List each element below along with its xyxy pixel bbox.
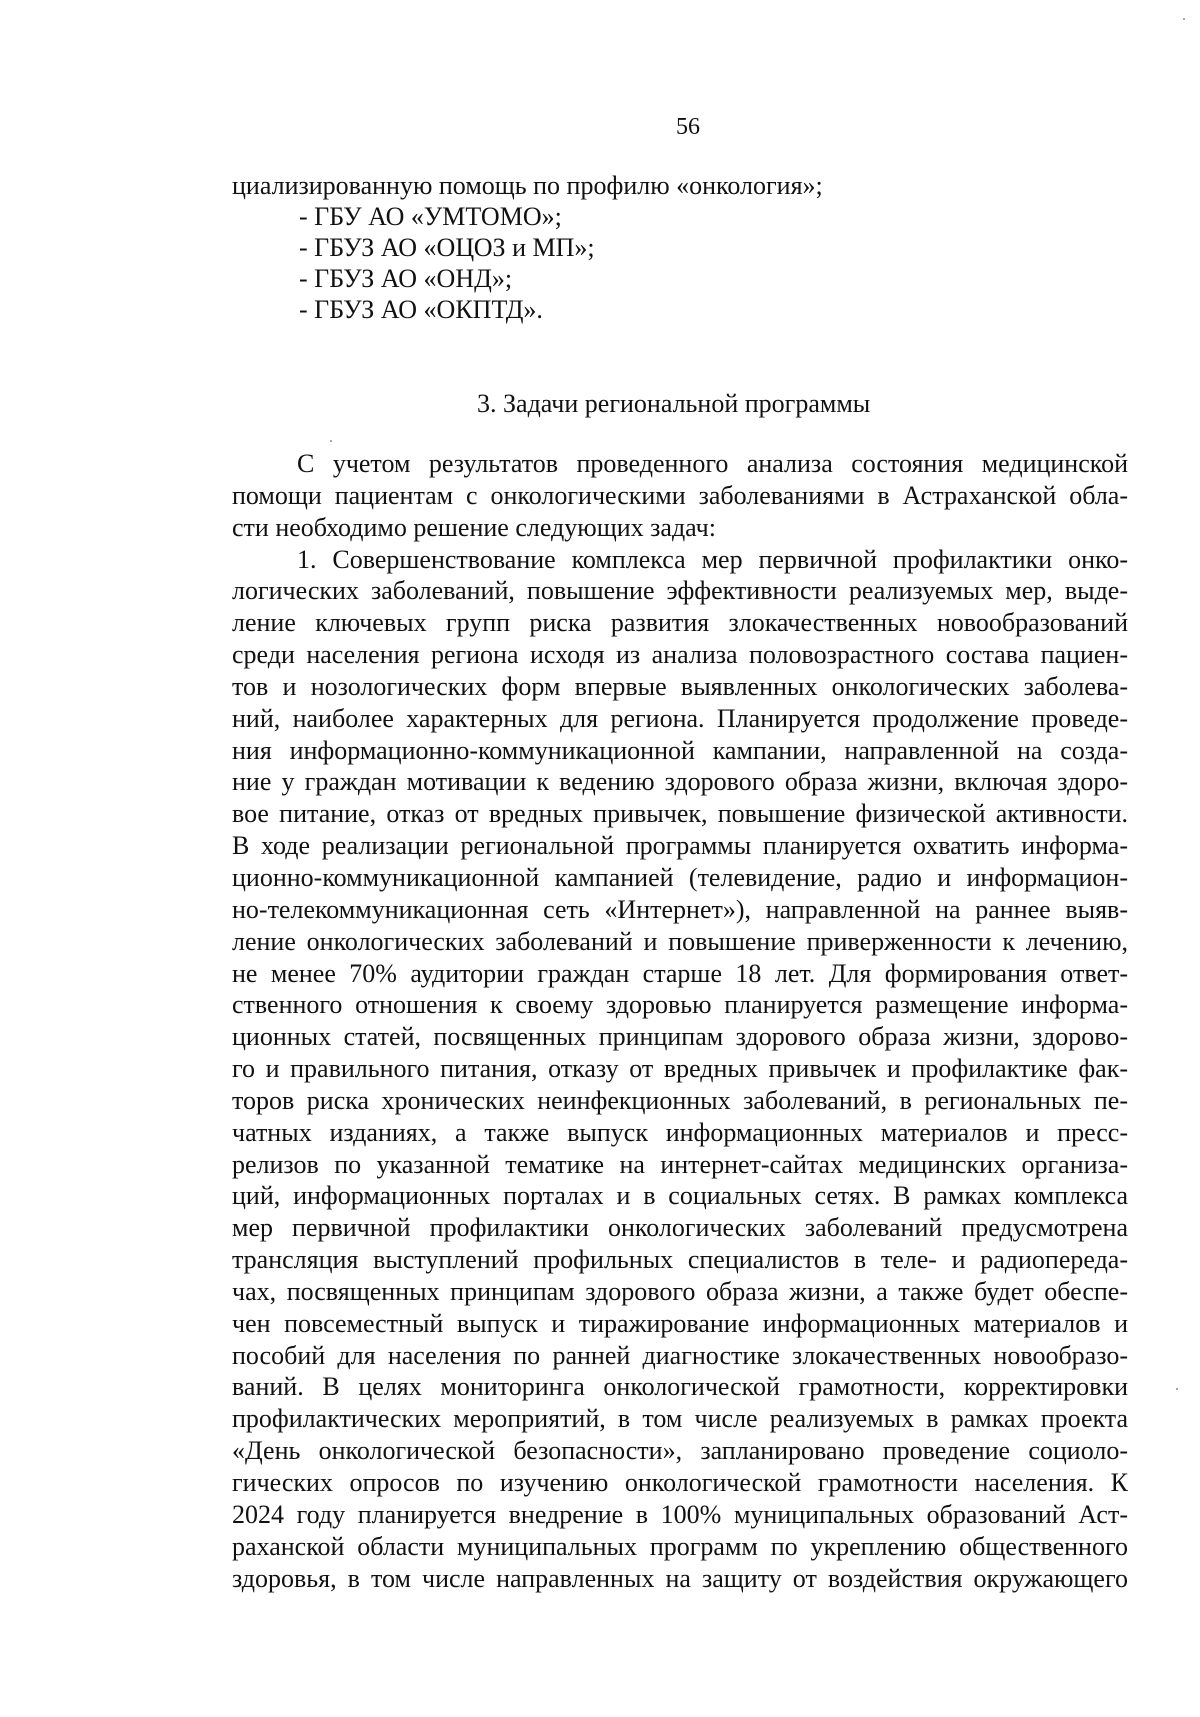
- body-line: ционных статей, посвященных принципам здорового образа жизни, здорово-: [232, 1022, 1128, 1052]
- body-line: вое питание, отказ от вредных привычек, повышение физической активности.: [232, 799, 1128, 829]
- scan-speck: [330, 440, 332, 442]
- body-line: среди населения региона исходя из анализа половозрастного состава пациен-: [232, 640, 1128, 670]
- page-number: 56: [676, 114, 700, 140]
- body-line: ний, наиболее характерных для региона. Планируется продолжение проведе-: [232, 703, 1128, 733]
- body-line: релизов по указанной тематике на интернет-сайтах медицинских организа-: [232, 1149, 1128, 1179]
- body-line: трансляция выступлений профильных специалистов в теле- и радиопереда-: [232, 1245, 1128, 1275]
- body-line: пособий для населения по ранней диагностике злокачественных новообразо-: [232, 1340, 1128, 1370]
- body-line: ния информационно-коммуникационной кампании, направленной на созда-: [232, 735, 1128, 765]
- scan-speck: [1176, 1388, 1178, 1390]
- intro-line: - ГБУЗ АО «ОКПТД».: [299, 295, 543, 324]
- body-line: ваний. В целях мониторинга онкологической грамотности, корректировки: [232, 1372, 1128, 1402]
- intro-line: циализированную помощь по профилю «онкология»;: [232, 171, 823, 200]
- body-line: но-телекоммуникационная сеть «Интернет»), направленной на раннее выяв-: [232, 894, 1128, 924]
- body-line: ние у граждан мотивации к ведению здорового образа жизни, включая здоро-: [232, 767, 1128, 797]
- body-line: 1. Совершенствование комплекса мер первичной профилактики онко-: [297, 544, 1128, 574]
- intro-line: - ГБУЗ АО «ОНД»;: [299, 264, 513, 293]
- body-line: логических заболеваний, повышение эффективности реализуемых мер, выде-: [232, 576, 1128, 606]
- body-line: не менее 70% аудитории граждан старше 18 лет. Для формирования ответ-: [232, 958, 1128, 988]
- body-line: ление онкологических заболеваний и повышение приверженности к лечению,: [232, 926, 1128, 956]
- scan-speck: [1183, 18, 1185, 20]
- body-line: В ходе реализации региональной программы планируется охватить информа-: [232, 831, 1128, 861]
- body-line: помощи пациентам с онкологическими заболеваниями в Астраханской обла-: [232, 480, 1128, 510]
- body-line: чатных изданиях, а также выпуск информационных материалов и пресс-: [232, 1117, 1128, 1147]
- body-line: ций, информационных порталах и в социальных сетях. В рамках комплекса: [232, 1181, 1128, 1211]
- body-line: тов и нозологических форм впервые выявленных онкологических заболева-: [232, 671, 1128, 701]
- body-line: С учетом результатов проведенного анализа состояния медицинской: [297, 449, 1128, 478]
- body-line: сти необходимо решение следующих задач:: [232, 512, 716, 542]
- body-line: 2024 году планируется внедрение в 100% муниципальных образований Аст-: [232, 1499, 1128, 1529]
- body-line: го и правильного питания, отказу от вредных привычек и профилактике фак-: [232, 1054, 1128, 1084]
- body-line: ционно-коммуникационной кампанией (телевидение, радио и информацион-: [232, 862, 1128, 892]
- body-line: мер первичной профилактики онкологических заболеваний предусмотрена: [232, 1213, 1128, 1243]
- body-line: ственного отношения к своему здоровью планируется размещение информа-: [232, 990, 1128, 1020]
- intro-line: - ГБУ АО «УМТОМО»;: [299, 202, 562, 231]
- body-line: раханской области муниципальных программ по укреплению общественного: [232, 1531, 1128, 1561]
- intro-line: - ГБУЗ АО «ОЦОЗ и МП»;: [299, 233, 595, 262]
- section-title: 3. Задачи региональной программы: [477, 389, 871, 418]
- body-text: [232, 448, 1128, 1594]
- body-line: чен повсеместный выпуск и тиражирование информационных материалов и: [232, 1308, 1128, 1338]
- body-line: «День онкологической безопасности», запланировано проведение социоло-: [232, 1436, 1128, 1466]
- body-line: гических опросов по изучению онкологической грамотности населения. К: [232, 1468, 1128, 1497]
- body-line: здоровья, в том числе направленных на защиту от воздействия окружающего: [232, 1563, 1128, 1593]
- body-line: торов риска хронических неинфекционных заболеваний, в региональных пе-: [232, 1085, 1128, 1115]
- body-line: ление ключевых групп риска развития злокачественных новообразований: [232, 608, 1128, 638]
- body-line: профилактических мероприятий, в том числе реализуемых в рамках проекта: [232, 1404, 1128, 1434]
- body-line: чах, посвященных принципам здорового образа жизни, а также будет обеспе-: [232, 1276, 1128, 1306]
